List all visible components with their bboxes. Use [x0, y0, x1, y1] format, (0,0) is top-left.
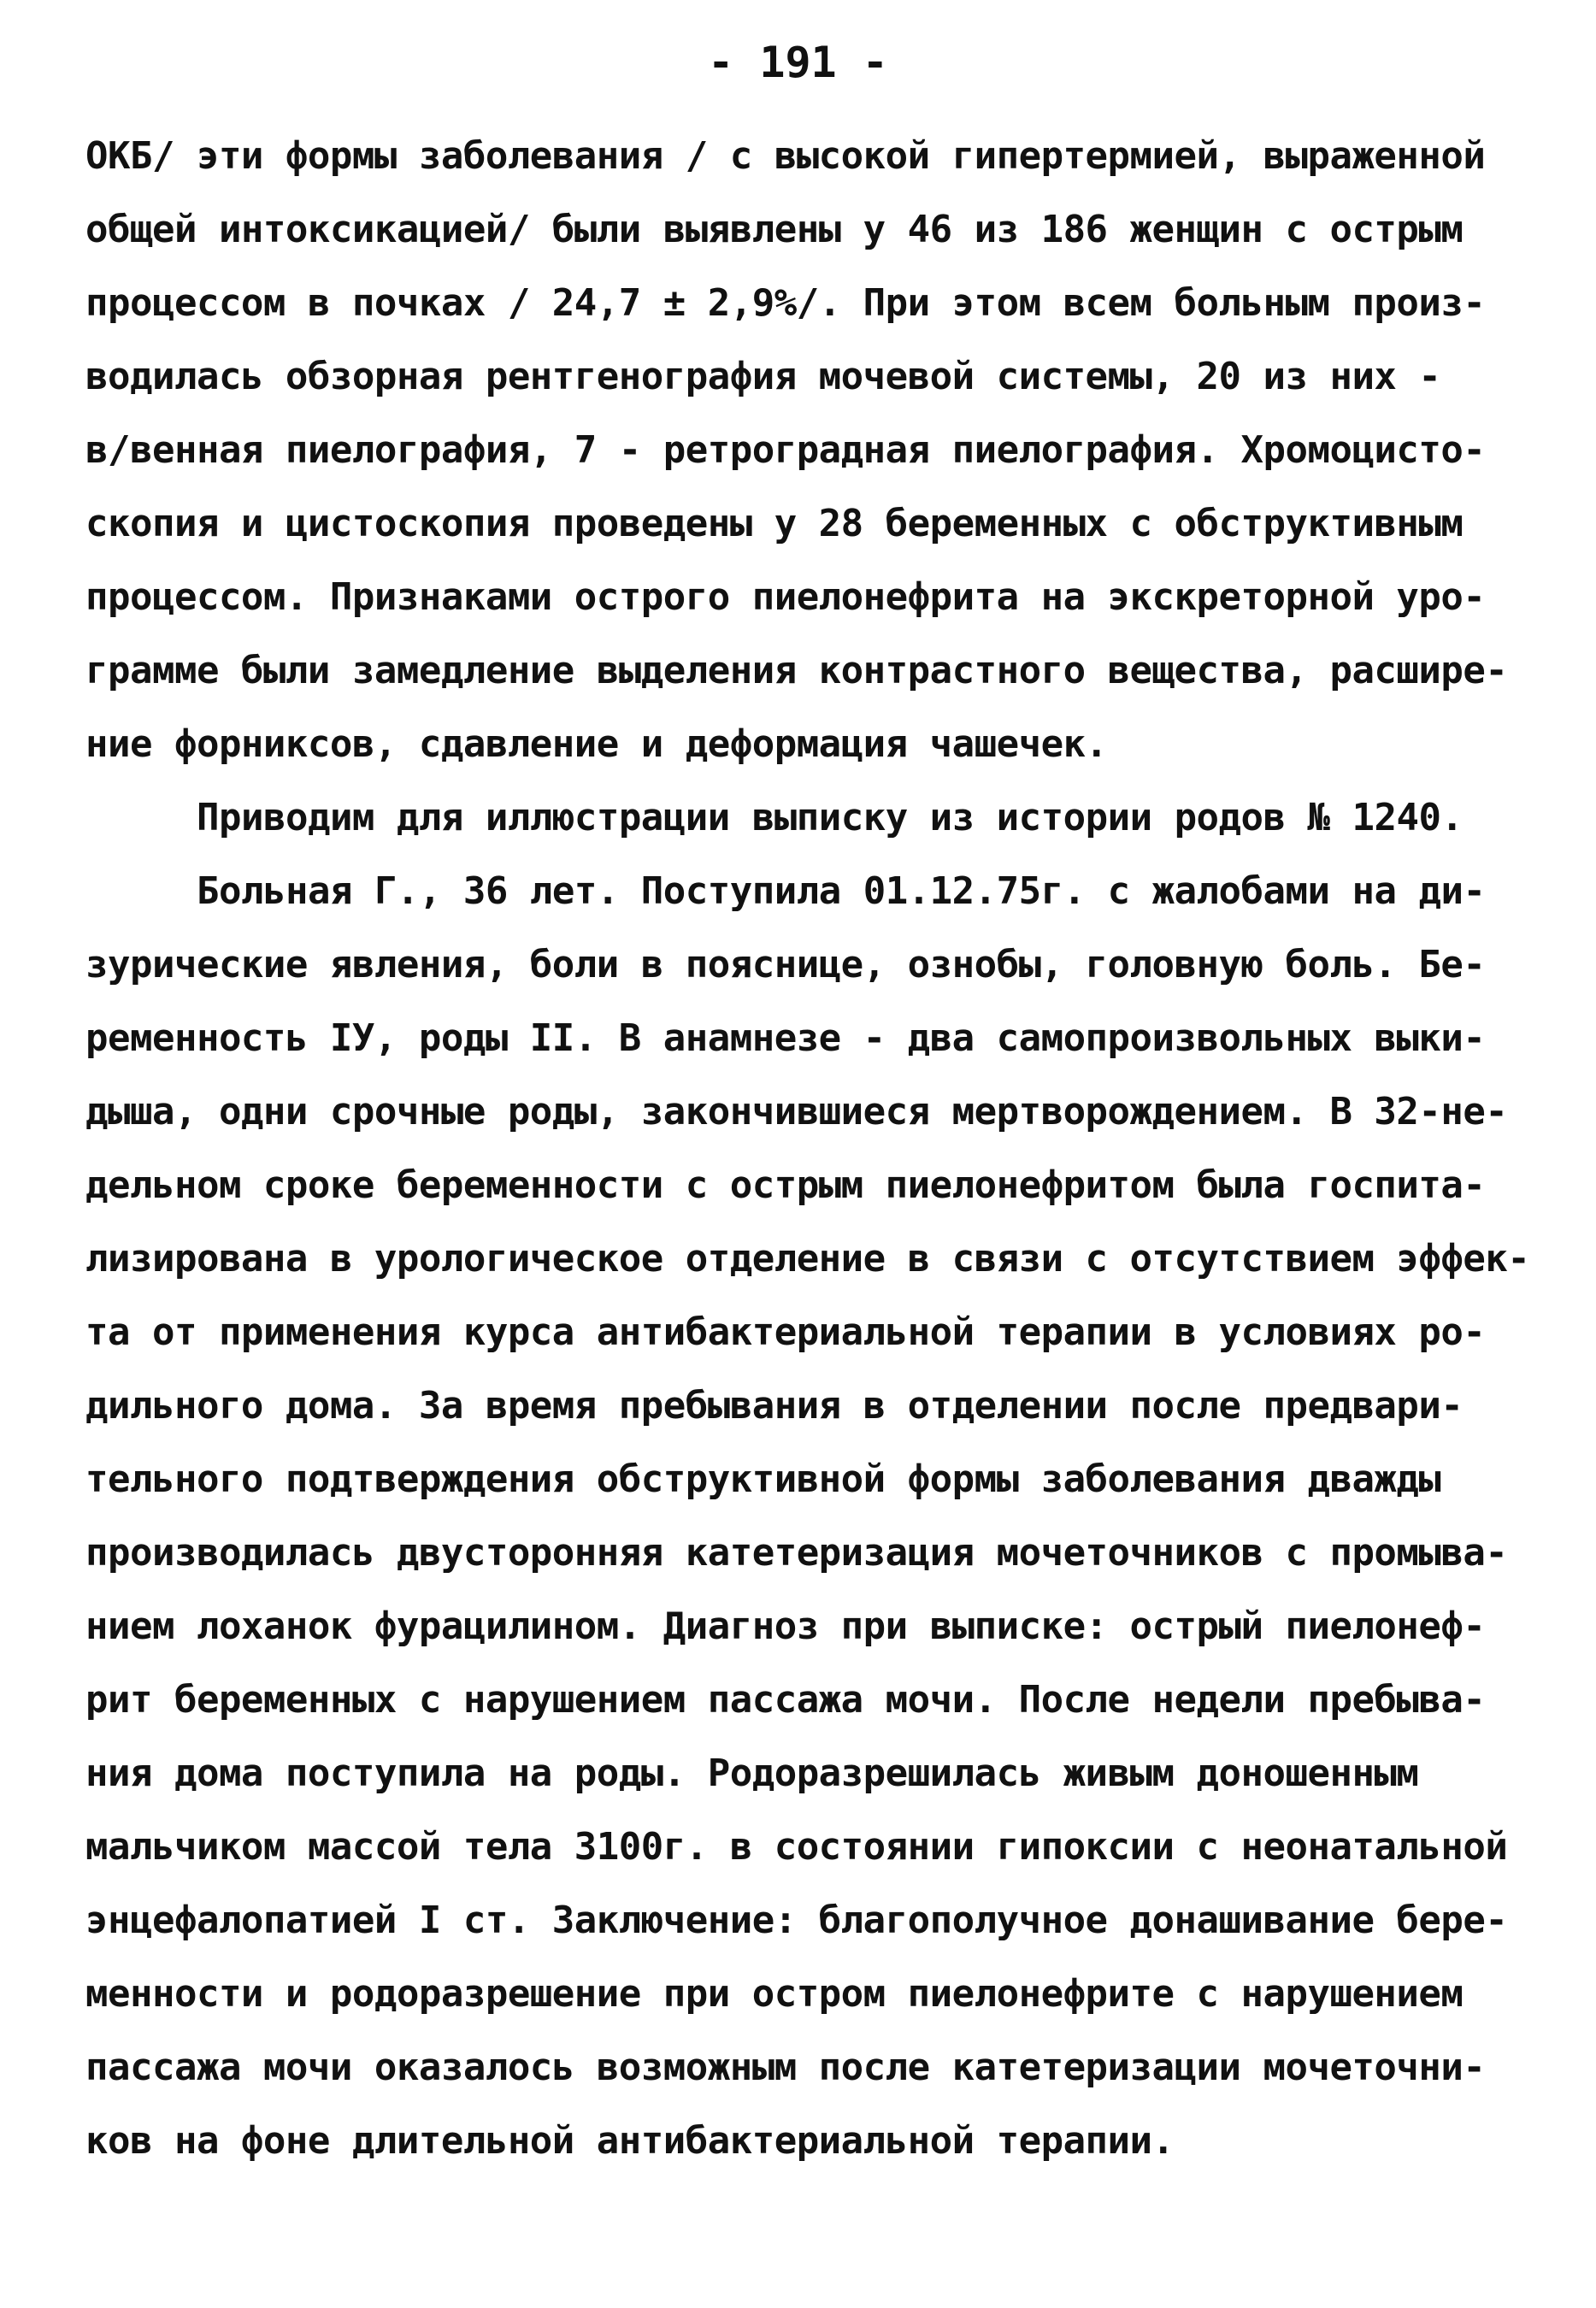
text-line: скопия и цистоскопия проведены у 28 беременных с обструктивным — [85, 502, 1463, 545]
text-line: дыша, одни срочные роды, закончившиеся мертворождением. В 32-не- — [85, 1090, 1508, 1133]
text-line: дильного дома. За время пребывания в отделении после предвари- — [85, 1384, 1463, 1428]
text-line: ния дома поступила на роды. Родоразрешилась живым доношенным — [85, 1752, 1419, 1795]
text-line: процессом. Признаками острого пиелонефрита на экскреторной уро- — [85, 575, 1486, 619]
text-line: водилась обзорная рентгенография мочевой системы, 20 из них - — [85, 355, 1441, 398]
text-line: Больная Г., 36 лет. Поступила 01.12.75г. с жалобами на ди- — [197, 869, 1486, 913]
text-line: Приводим для иллюстрации выписку из истории родов № 1240. — [197, 796, 1463, 839]
text-line: ОКБ/ эти формы заболевания / с высокой гипертермией, выраженной — [85, 134, 1486, 178]
text-line: та от применения курса антибактериальной терапии в условиях ро- — [85, 1310, 1486, 1354]
text-line: энцефалопатией I ст. Заключение: благополучное донашивание бере- — [85, 1899, 1508, 1942]
text-line: общей интоксикацией/ были выявлены у 46 из 186 женщин с острым — [85, 208, 1463, 251]
text-line: менности и родоразрешение при остром пиелонефрите с нарушением — [85, 1972, 1463, 2016]
text-line: ние форниксов, сдавление и деформация чашечек. — [85, 722, 1108, 766]
page-number: - 191 - — [708, 38, 888, 87]
text-line: рит беременных с нарушением пассажа мочи. После недели пребыва- — [85, 1678, 1486, 1722]
text-line: мальчиком массой тела 3100г. в состоянии гипоксии с неонатальной — [85, 1825, 1508, 1869]
text-line: в/венная пиелография, 7 - ретроградная пиелография. Хромоцисто- — [85, 428, 1486, 472]
text-line: ков на фоне длительной антибактериальной терапии. — [85, 2119, 1175, 2163]
document-body — [0, 120, 1596, 2178]
text-line: ременность IУ, роды II. В анамнезе - два самопроизвольных выки- — [85, 1016, 1486, 1060]
text-line: тельного подтверждения обструктивной формы заболевания дважды — [85, 1457, 1441, 1501]
text-line: процессом в почках / 24,7 ± 2,9%/. При этом всем больным произ- — [85, 281, 1486, 325]
text-line: лизирована в урологическое отделение в связи с отсутствием эффек- — [85, 1237, 1530, 1281]
text-line: грамме были замедление выделения контрастного вещества, расшире- — [85, 649, 1508, 692]
text-line: нием лоханок фурацилином. Диагноз при выписке: острый пиелонеф- — [85, 1604, 1486, 1648]
text-line: производилась двусторонняя катетеризация мочеточников с промыва- — [85, 1531, 1508, 1575]
text-line: дельном сроке беременности с острым пиелонефритом была госпита- — [85, 1163, 1486, 1207]
text-line: зурические явления, боли в пояснице, ознобы, головную боль. Бе- — [85, 943, 1486, 986]
text-line: пассажа мочи оказалось возможным после катетеризации мочеточни- — [85, 2046, 1486, 2089]
